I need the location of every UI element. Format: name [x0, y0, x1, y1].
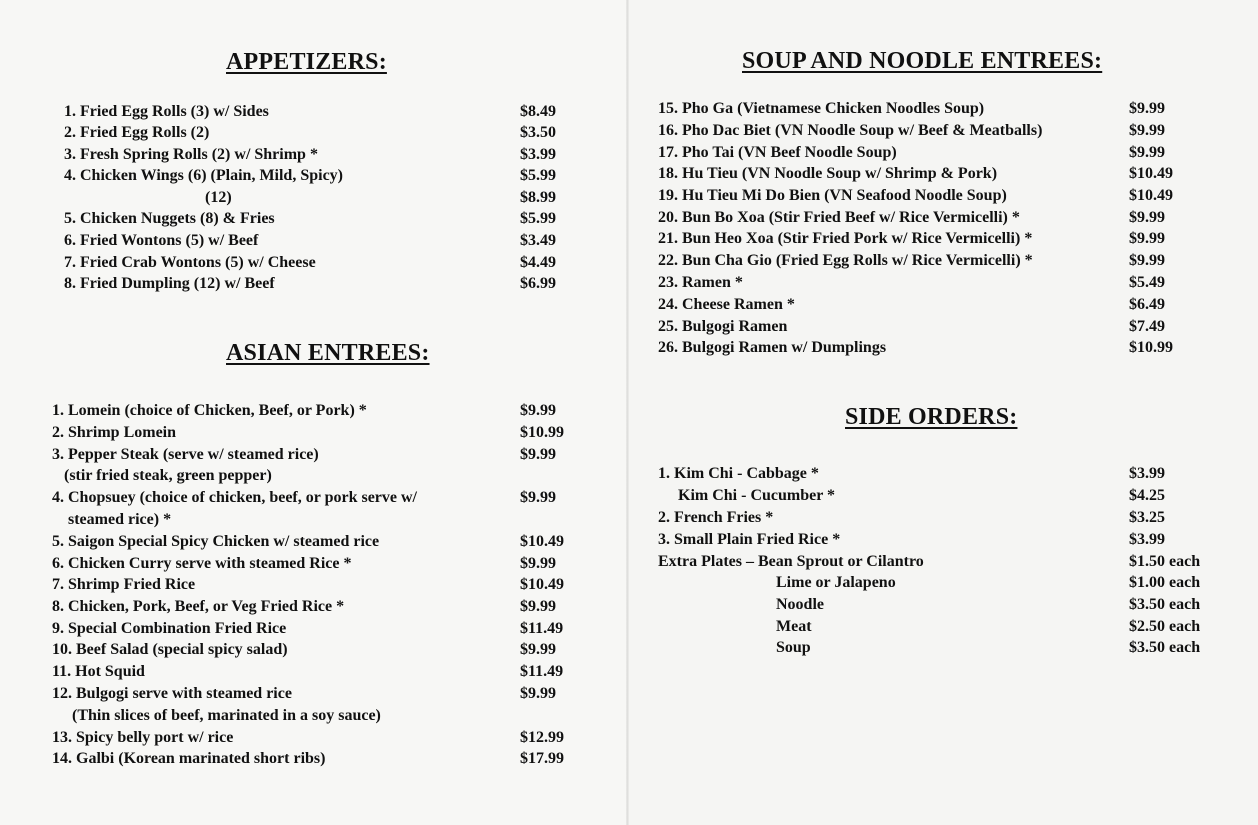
menu-item: 24. Cheese Ramen *: [658, 296, 795, 313]
menu-price: $3.50 each: [1129, 596, 1201, 613]
menu-item: 21. Bun Heo Xoa (Stir Fried Pork w/ Rice Vermicelli) *: [658, 230, 1033, 247]
menu-item: 11. Hot Squid: [52, 663, 145, 680]
menu-price: $6.49: [1129, 296, 1165, 313]
menu-price: $5.99: [520, 210, 556, 227]
menu-price: $2.50 each: [1129, 618, 1201, 635]
menu-price: $17.99: [520, 750, 564, 767]
menu-price: $8.49: [520, 103, 556, 120]
menu-price: $10.49: [1129, 187, 1173, 204]
menu-item: 13. Spicy belly port w/ rice: [52, 729, 234, 746]
menu-item: 7. Fried Crab Wontons (5) w/ Cheese: [64, 254, 316, 271]
menu-item-note: (Thin slices of beef, marinated in a soy sauce): [72, 707, 381, 724]
menu-item: 8. Chicken, Pork, Beef, or Veg Fried Rice *: [52, 598, 345, 615]
menu-price: $9.99: [520, 489, 556, 506]
menu-price: $3.99: [520, 146, 556, 163]
menu-price: $11.49: [520, 663, 564, 680]
menu-price: $9.99: [520, 402, 556, 419]
soup-noodle-heading: SOUP AND NOODLE ENTREES:: [742, 48, 1103, 74]
menu-price: $5.49: [1129, 274, 1165, 291]
menu-price: $4.25: [1129, 487, 1165, 504]
page-fold: [626, 0, 629, 825]
menu-item: 22. Bun Cha Gio (Fried Egg Rolls w/ Rice Vermicelli) *: [658, 252, 1033, 269]
menu-price: $9.99: [520, 555, 556, 572]
menu-item: 12. Bulgogi serve with steamed rice: [52, 685, 292, 702]
menu-item: Meat: [776, 618, 812, 635]
menu-item: 1. Kim Chi - Cabbage *: [658, 465, 819, 482]
menu-item: 17. Pho Tai (VN Beef Noodle Soup): [658, 144, 897, 161]
menu-price: $6.99: [520, 275, 556, 292]
menu-item: (12): [205, 189, 232, 206]
menu-price: $3.99: [1129, 531, 1165, 548]
menu-item: Noodle: [776, 596, 824, 613]
menu-item: 10. Beef Salad (special spicy salad): [52, 641, 288, 658]
menu-price: $9.99: [1129, 122, 1165, 139]
menu-price: $5.99: [520, 167, 556, 184]
menu-item: 8. Fried Dumpling (12) w/ Beef: [64, 275, 275, 292]
menu-price: $10.49: [520, 533, 564, 550]
menu-item: 9. Special Combination Fried Rice: [52, 620, 287, 637]
menu-price: $10.99: [1129, 339, 1173, 356]
menu-price: $11.49: [520, 620, 564, 637]
menu-price: $9.99: [1129, 230, 1165, 247]
menu-item: 5. Saigon Special Spicy Chicken w/ steamed rice: [52, 533, 380, 550]
menu-item: 15. Pho Ga (Vietnamese Chicken Noodles Soup): [658, 100, 985, 117]
menu-item: 23. Ramen *: [658, 274, 743, 291]
menu-price: $3.50: [520, 124, 556, 141]
menu-item: 2. Fried Egg Rolls (2): [64, 124, 210, 141]
menu-item: 1. Fried Egg Rolls (3) w/ Sides: [64, 103, 269, 120]
menu-item: 6. Chicken Curry serve with steamed Rice *: [52, 555, 352, 572]
menu-price: $12.99: [520, 729, 564, 746]
menu-item: Lime or Jalapeno: [776, 574, 896, 591]
menu-price: $9.99: [1129, 209, 1165, 226]
menu-price: $3.50 each: [1129, 639, 1201, 656]
menu-price: $4.49: [520, 254, 556, 271]
menu-price: $10.99: [520, 424, 564, 441]
side-orders-heading: SIDE ORDERS:: [845, 404, 1018, 430]
menu-price: $9.99: [1129, 100, 1165, 117]
asian-entrees-heading: ASIAN ENTREES:: [226, 340, 430, 366]
menu-item: 3. Fresh Spring Rolls (2) w/ Shrimp *: [64, 146, 318, 163]
menu-price: $9.99: [520, 446, 556, 463]
menu-price: $3.49: [520, 232, 556, 249]
menu-item: 2. French Fries *: [658, 509, 774, 526]
appetizers-heading: APPETIZERS:: [226, 49, 387, 75]
menu-item: 3. Pepper Steak (serve w/ steamed rice): [52, 446, 319, 463]
menu-price: $9.99: [520, 685, 556, 702]
menu-price: $8.99: [520, 189, 556, 206]
menu-item: 2. Shrimp Lomein: [52, 424, 177, 441]
menu-price: $9.99: [1129, 252, 1165, 269]
menu-item: 18. Hu Tieu (VN Noodle Soup w/ Shrimp & Pork): [658, 165, 998, 182]
menu-item: Kim Chi - Cucumber *: [678, 487, 836, 504]
menu-item: 1. Lomein (choice of Chicken, Beef, or Pork) *: [52, 402, 367, 419]
menu-item: 19. Hu Tieu Mi Do Bien (VN Seafood Noodle Soup): [658, 187, 1007, 204]
menu-price: $3.99: [1129, 465, 1165, 482]
menu-item: 7. Shrimp Fried Rice: [52, 576, 196, 593]
menu-item: 20. Bun Bo Xoa (Stir Fried Beef w/ Rice Vermicelli) *: [658, 209, 1020, 226]
menu-item: 6. Fried Wontons (5) w/ Beef: [64, 232, 259, 249]
menu-price: $1.00 each: [1129, 574, 1201, 591]
menu-item: 5. Chicken Nuggets (8) & Fries: [64, 210, 275, 227]
menu-item: 4. Chopsuey (choice of chicken, beef, or pork serve w/: [52, 489, 417, 506]
menu-item: 14. Galbi (Korean marinated short ribs): [52, 750, 326, 767]
menu-item: 3. Small Plain Fried Rice *: [658, 531, 841, 548]
menu-price: $9.99: [520, 598, 556, 615]
menu-item: 4. Chicken Wings (6) (Plain, Mild, Spicy): [64, 167, 343, 184]
menu-price: $7.49: [1129, 318, 1165, 335]
menu-item: Extra Plates – Bean Sprout or Cilantro: [658, 553, 924, 570]
menu-price: $3.25: [1129, 509, 1165, 526]
menu-item: 16. Pho Dac Biet (VN Noodle Soup w/ Beef & Meatballs): [658, 122, 1043, 139]
menu-price: $10.49: [520, 576, 564, 593]
menu-item: 26. Bulgogi Ramen w/ Dumplings: [658, 339, 887, 356]
menu-price: $1.50 each: [1129, 553, 1201, 570]
menu-item-note: steamed rice) *: [68, 511, 172, 528]
menu-item: 25. Bulgogi Ramen: [658, 318, 788, 335]
menu-price: $9.99: [520, 641, 556, 658]
menu-item-note: (stir fried steak, green pepper): [64, 467, 272, 484]
menu-price: $10.49: [1129, 165, 1173, 182]
menu-item: Soup: [776, 639, 811, 656]
menu-price: $9.99: [1129, 144, 1165, 161]
